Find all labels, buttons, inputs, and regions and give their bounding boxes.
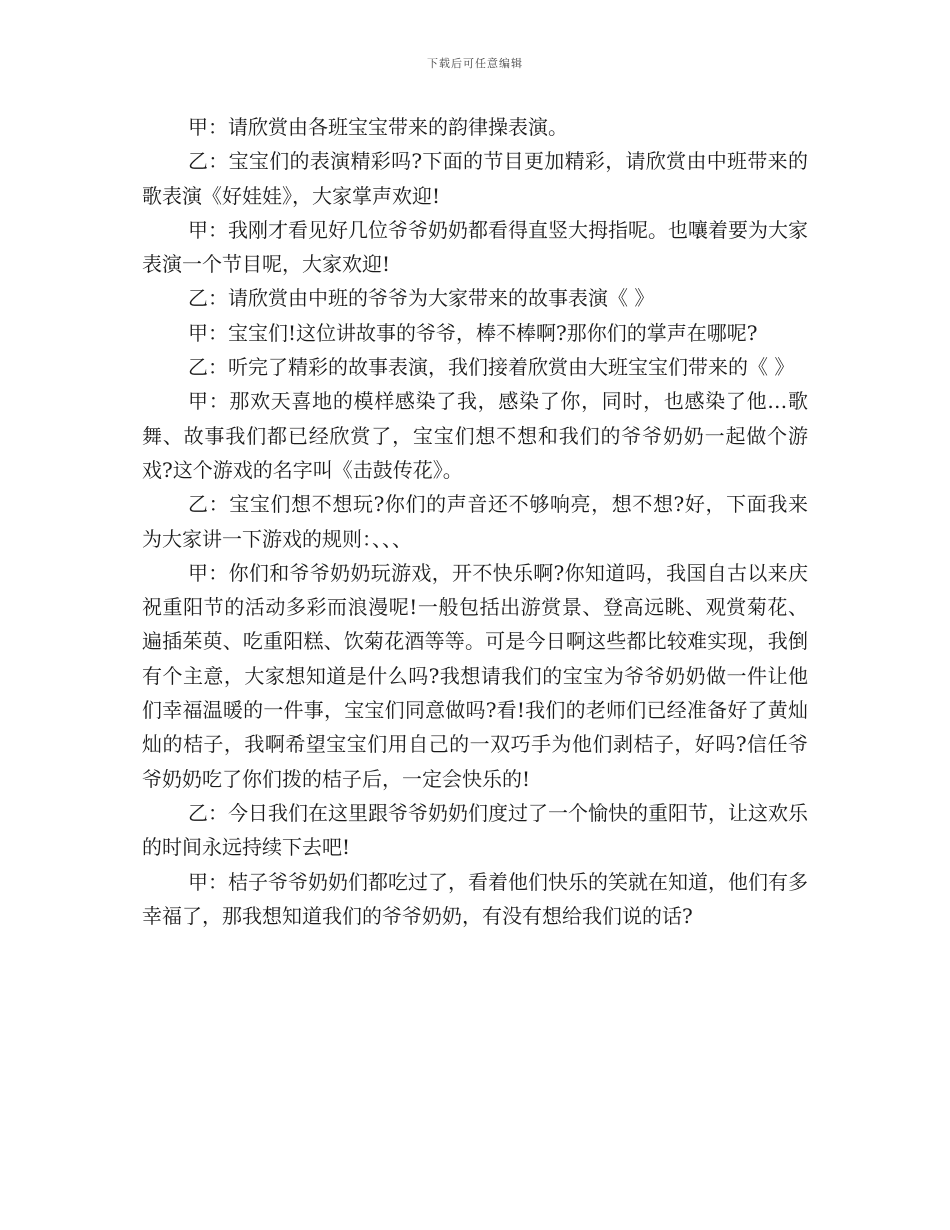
page-header: 下载后可任意编辑 — [427, 57, 523, 70]
paragraph: 甲：你们和爷爷奶奶玩游戏，开不快乐啊?你知道吗，我国自古以来庆祝重阳节的活动多彩而浪漫呢!一般包括出游赏景、登高远眺、观赏菊花、遍插茱萸、吃重阳糕、饮菊花酒等等。可是今日啊这些都比较难实现，我倒有个主意，大家想知道是什么吗?我想请我们的宝宝为爷爷奶奶做一件让他们幸福温暖的一件事，宝宝们同意做吗?看!我们的老师们已经准备好了黄灿灿的桔子，我啊希望宝宝们用自己的一双巧手为他们剥桔子，好吗?信任爷爷奶奶吃了你们拨的桔子后，一定会快乐的! — [142, 560, 808, 791]
paragraph: 甲：我刚才看见好几位爷爷奶奶都看得直竖大拇指呢。也嚷着要为大家表演一个节目呢，大家欢迎! — [142, 217, 808, 277]
paragraph: 甲：请欣赏由各班宝宝带来的韵律操表演。 — [188, 115, 568, 139]
paragraph: 乙：听完了精彩的故事表演，我们接着欣赏由大班宝宝们带来的《 》 — [188, 355, 795, 380]
paragraph: 乙：宝宝们想不想玩?你们的声音还不够响亮，想不想?好，下面我来为大家讲一下游戏的规则：、、、 — [142, 492, 808, 551]
paragraph: 甲：那欢天喜地的模样感染了我，感染了你，同时，也感染了他…歌舞、故事我们都已经欣赏了，宝宝们想不想和我们的爷爷奶奶一起做个游戏?这个游戏的名字叫《击鼓传花》。 — [142, 389, 808, 482]
document-body — [142, 110, 808, 933]
paragraph: 甲：桔子爷爷奶奶们都吃过了，看着他们快乐的笑就在知道，他们有多幸福了，那我想知道我们的爷爷奶奶，有没有想给我们说的话? — [142, 869, 808, 928]
paragraph: 甲：宝宝们!这位讲故事的爷爷，棒不棒啊?那你们的掌声在哪呢? — [188, 320, 758, 345]
paragraph: 乙：今日我们在这里跟爷爷奶奶们度过了一个愉快的重阳节，让这欢乐的时间永远持续下去吧! — [142, 800, 808, 860]
paragraph: 乙：请欣赏由中班的爷爷为大家带来的故事表演《 》 — [188, 286, 655, 311]
paragraph: 乙：宝宝们的表演精彩吗?下面的节目更加精彩，请欣赏由中班带来的歌表演《好娃娃》，大家掌声欢迎! — [142, 149, 808, 208]
